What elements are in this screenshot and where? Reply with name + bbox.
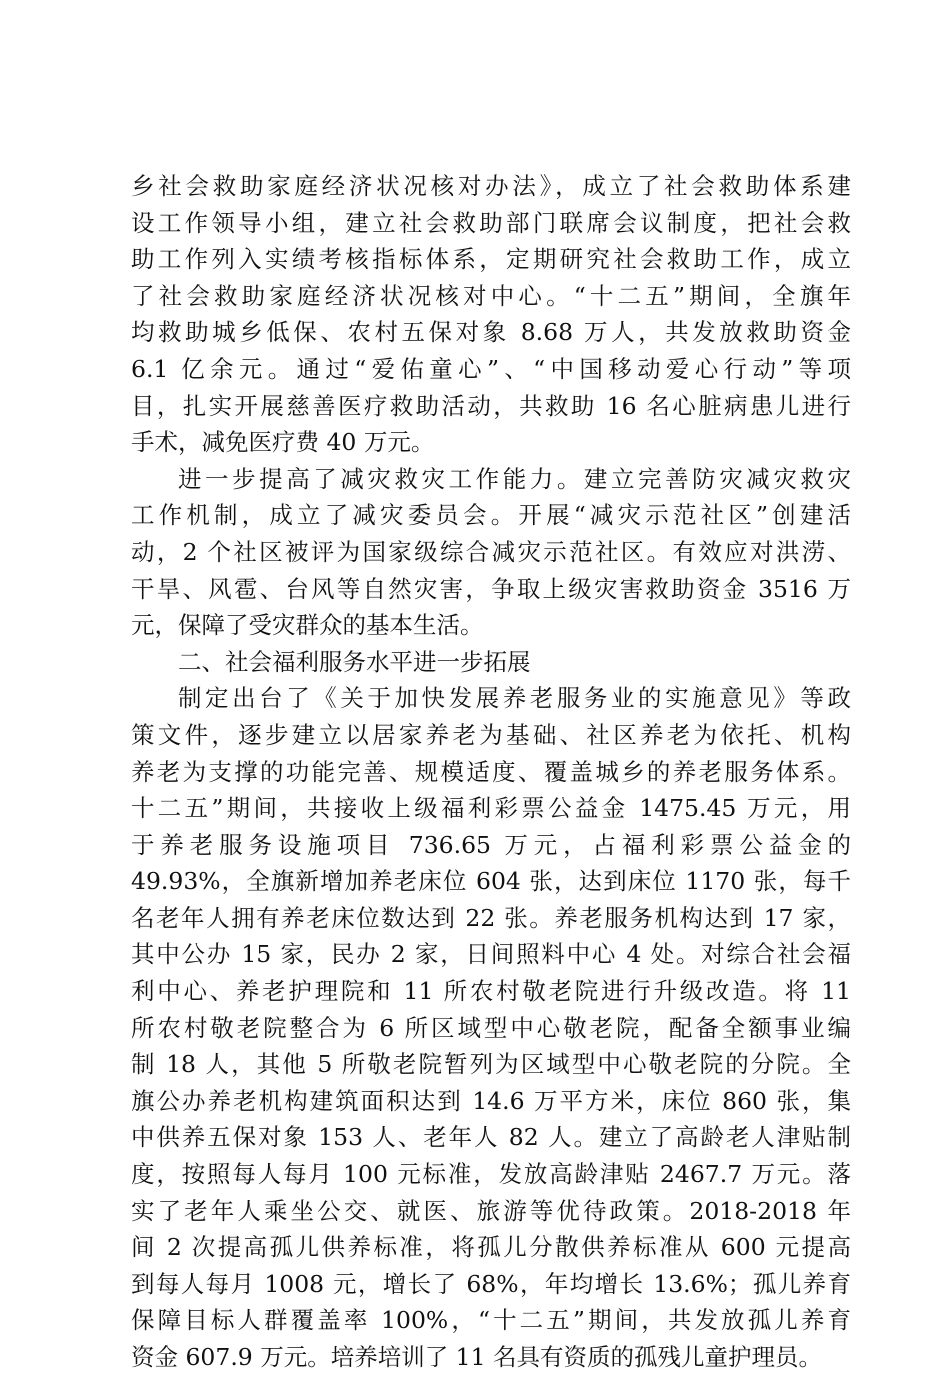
text-line: 49.93%，全旗新增加养老床位 604 张，达到床位 1170 张，每千	[131, 867, 851, 896]
text-line: 养老为支撑的功能完善、规模适度、覆盖城乡的养老服务体系。	[131, 757, 851, 786]
text-line: 于养老服务设施项目 736.65 万元，占福利彩票公益金的	[131, 830, 851, 859]
text-line: 制定出台了《关于加快发展养老服务业的实施意见》等政	[178, 684, 851, 713]
text-line: 了社会救助家庭经济状况核对中心。“十二五”期间，全旗年	[131, 281, 851, 310]
text-line: 旗公办养老机构建筑面积达到 14.6 万平方米，床位 860 张，集	[131, 1086, 851, 1115]
text-line: 设工作领导小组，建立社会救助部门联席会议制度，把社会救	[131, 208, 851, 237]
text-line: 干旱、风雹、台风等自然灾害，争取上级灾害救助资金 3516 万	[131, 574, 851, 603]
body-text	[131, 168, 851, 1376]
text-line: 保障目标人群覆盖率 100%，“十二五”期间，共发放孤儿养育	[131, 1306, 851, 1335]
text-line: 策文件，逐步建立以居家养老为基础、社区养老为依托、机构	[131, 720, 851, 749]
text-line: 十二五”期间，共接收上级福利彩票公益金 1475.45 万元，用	[131, 794, 851, 823]
text-line: 手术，减免医疗费 40 万元。	[131, 428, 435, 457]
text-line: 名老年人拥有养老床位数达到 22 张。养老服务机构达到 17 家，	[131, 903, 851, 932]
text-line: 乡社会救助家庭经济状况核对办法》，成立了社会救助体系建	[131, 172, 851, 200]
text-line: 二、社会福利服务水平进一步拓展	[178, 647, 531, 676]
text-line: 工作机制，成立了减灾委员会。开展“减灾示范社区”创建活	[131, 501, 851, 530]
text-line: 资金 607.9 万元。培养培训了 11 名具有资质的孤残儿童护理员。	[131, 1343, 823, 1371]
text-line: 目，扎实开展慈善医疗救助活动，共救助 16 名心脏病患儿进行	[131, 391, 851, 420]
text-line: 间 2 次提高孤儿供养标准，将孤儿分散供养标准从 600 元提高	[131, 1233, 851, 1262]
text-line: 元，保障了受灾群众的基本生活。	[131, 611, 484, 640]
text-line: 制 18 人，其他 5 所敬老院暂列为区域型中心敬老院的分院。全	[131, 1050, 851, 1079]
text-line: 动，2 个社区被评为国家级综合减灾示范社区。有效应对洪涝、	[131, 537, 851, 566]
text-line: 度，按照每人每月 100 元标准，发放高龄津贴 2467.7 万元。落	[131, 1160, 851, 1189]
text-line: 到每人每月 1008 元，增长了 68%，年均增长 13.6%；孤儿养育	[131, 1269, 851, 1298]
text-line: 其中公办 15 家，民办 2 家，日间照料中心 4 处。对综合社会福	[131, 940, 851, 969]
text-line: 实了老年人乘坐公交、就医、旅游等优待政策。2018-2018 年	[131, 1196, 851, 1225]
text-line: 所农村敬老院整合为 6 所区域型中心敬老院，配备全额事业编	[131, 1013, 851, 1042]
text-line: 助工作列入实绩考核指标体系，定期研究社会救助工作，成立	[131, 245, 851, 274]
text-line: 进一步提高了减灾救灾工作能力。建立完善防灾减灾救灾	[178, 464, 851, 493]
text-line: 利中心、养老护理院和 11 所农村敬老院进行升级改造。将 11	[131, 977, 851, 1006]
text-line: 均救助城乡低保、农村五保对象 8.68 万人，共发放救助资金	[131, 318, 851, 347]
text-line: 6.1 亿余元。通过“爱佑童心”、“中国移动爱心行动”等项	[131, 354, 851, 383]
text-line: 中供养五保对象 153 人、老年人 82 人。建立了高龄老人津贴制	[131, 1123, 851, 1152]
